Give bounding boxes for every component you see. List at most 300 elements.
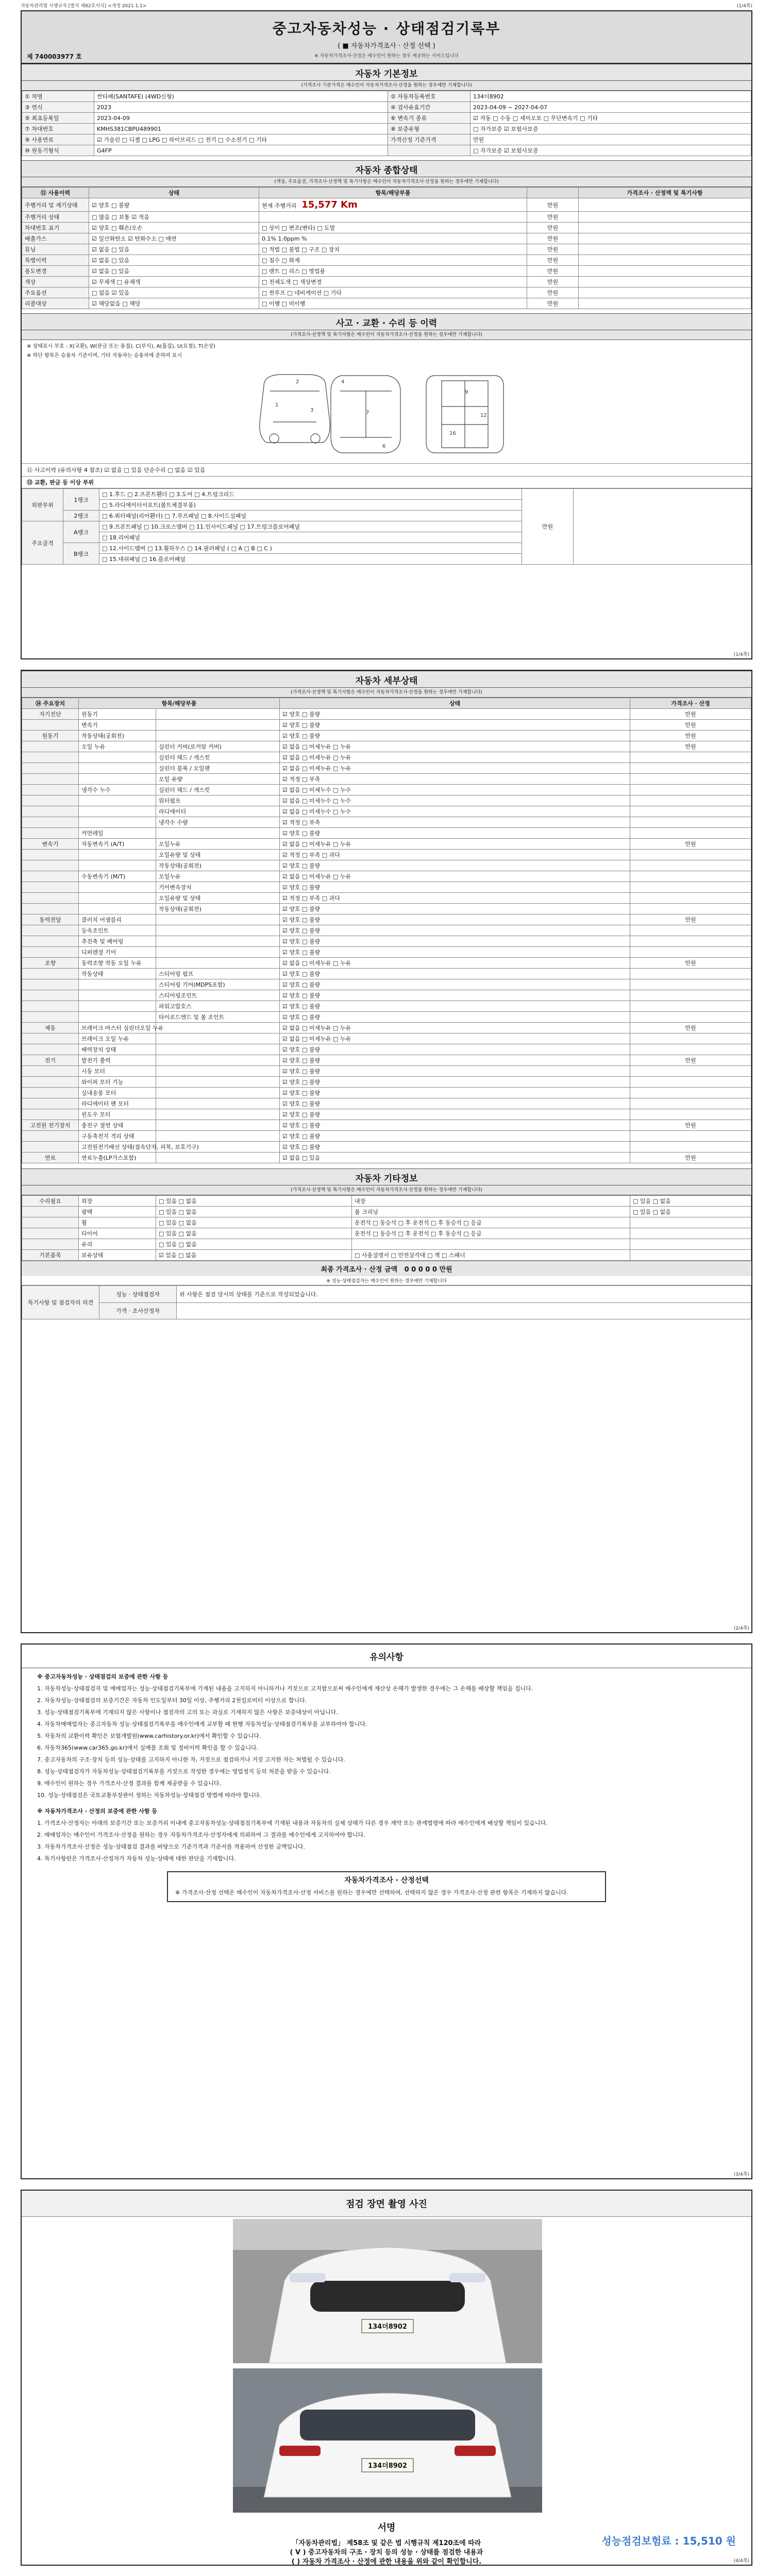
- summary-price: 만원: [527, 233, 579, 244]
- notice-item: 3. 자동차가격조사·산정은 성능·상태점검 결과를 바탕으로 기준가격과 기준서를 적용하여 산정한 금액입니다.: [37, 1843, 305, 1850]
- notice-item: 3. 성능·상태점검기록부에 기재되지 않은 사항이나 점검자의 고의 또는 과실로 기재하지 않은 사항은 보증대상이 아닙니다.: [37, 1709, 338, 1716]
- notice-item: 1. 자동차성능·상태점검자 및 매매업자는 성능·상태점검기록부에 기재된 내용을 고지하지 아니하거나 거짓으로 고지함으로써 매수인에게 재산상 손해가 발생한 경우에는 그 손해를 배상할 책임을 집니다.: [37, 1685, 533, 1692]
- detail-item: 냉각수 누수: [79, 785, 156, 795]
- other-row: [22, 1250, 751, 1261]
- other-cell: □ 있음 □ 없음: [156, 1228, 352, 1239]
- other-cell: □ 있음 □ 없음: [156, 1239, 352, 1250]
- detail-status: ☑ 없음 □ 미세누유 □ 누유: [280, 752, 630, 763]
- detail-status: ☑ 양호 □ 불량: [280, 990, 630, 1001]
- summary-header-parts: 항목/해당부품: [259, 188, 527, 198]
- detail-status: ☑ 양호 □ 불량: [280, 947, 630, 958]
- detail-status: ☑ 양호 □ 불량: [280, 1109, 630, 1120]
- detail-header-price: 가격조사 · 산정: [630, 698, 751, 709]
- summary-row: [22, 287, 751, 298]
- accident-special: [574, 489, 751, 565]
- notice-item: 2. 매매업자는 매수인이 가격조사·산정을 원하는 경우 자동차가격조사·산정자에게 의뢰하여 그 결과를 매수인에게 고지하여야 합니다.: [37, 1832, 365, 1838]
- car-front-photo: [233, 2219, 542, 2363]
- detail-part: [156, 1077, 280, 1088]
- summary-status: □ 없음 ☑ 있음: [89, 287, 259, 298]
- detail-device: 동력전달: [22, 914, 79, 925]
- diagram-part-number: 7: [366, 410, 369, 416]
- special-text: 위 사항은 점검 당시의 상태를 기준으로 작성되었습니다.: [177, 1286, 751, 1303]
- detail-item: 구동축전지 격리 상태: [79, 1131, 156, 1142]
- detail-device: 변속기: [22, 839, 79, 850]
- detail-part: [156, 1044, 280, 1055]
- detail-device: 고전원 전기장치: [22, 1120, 79, 1131]
- detail-part: 스티어링 펌프: [156, 969, 280, 979]
- detail-price: [630, 785, 751, 795]
- detail-status: ☑ 양호 □ 불량: [280, 1055, 630, 1066]
- insurance-fee-label: 성능점검보험료 :: [601, 2535, 683, 2547]
- other-cell: 타이어: [79, 1228, 156, 1239]
- detail-header-device: ⑭ 주요장치: [22, 698, 79, 709]
- summary-detail: □ 상이 □ 변조(변타) □ 도말: [259, 223, 527, 233]
- detail-item: 클러치 어셈블리: [79, 914, 156, 925]
- detail-part: [156, 925, 280, 936]
- basic-label: ⑧ 보증유형: [388, 124, 470, 134]
- signature-title: 서명: [377, 2522, 396, 2533]
- other-cell: □ 사용설명서 □ 안전삼각대 □ 잭 □ 스패너: [352, 1250, 630, 1261]
- accident-note: (가격조사·산정액 및 특기사항은 매수인이 자동차가격조사·산정을 원하는 경우에만 기재합니다): [22, 330, 751, 340]
- basic-value: ☑ 자동 □ 수동 □ 세미오토 □ 무단변속기 □ 기타: [470, 113, 751, 124]
- detail-status: ☑ 없음 □ 미세누유 □ 누유: [280, 958, 630, 969]
- detail-item: 자동변속기 (A/T): [79, 839, 156, 850]
- detail-price: [630, 969, 751, 979]
- inspection-photo-rear: [233, 2368, 542, 2513]
- form-reference: [21, 2, 752, 9]
- detail-row: [22, 1055, 751, 1066]
- detail-part: 실린더 블록 / 오일팬: [156, 763, 280, 774]
- detail-row: [22, 893, 751, 904]
- other-cell: 기본품목: [22, 1250, 79, 1261]
- detail-device: [22, 795, 79, 806]
- detail-item: [79, 893, 156, 904]
- detail-device: [22, 806, 79, 817]
- detail-part: 기어변속장치: [156, 882, 280, 893]
- notice-item: 10. 성능·상태점검은 국토교통부장관이 정하는 자동차성능·상태점검 방법에 따라야 합니다.: [37, 1792, 261, 1799]
- basic-row: [22, 134, 751, 145]
- summary-item: 차대번호 표기: [22, 223, 89, 233]
- detail-device: [22, 1033, 79, 1044]
- basic-label: ④ 검사유효기간: [388, 102, 470, 113]
- summary-header-blank: [527, 188, 579, 198]
- detail-part: [156, 1109, 280, 1120]
- summary-remark: [579, 266, 751, 277]
- detail-row: [22, 774, 751, 785]
- confirmation-line-1: 「자동차관리법」 제58조 및 같은 법 시행규칙 제120조에 따라: [292, 2539, 481, 2547]
- other-cell: □ 있음 □ 없음: [156, 1207, 352, 1217]
- other-table: [22, 1195, 751, 1261]
- detail-device: [22, 871, 79, 882]
- special-text-2: [177, 1302, 751, 1319]
- detail-row: [22, 731, 751, 741]
- detail-price: [630, 860, 751, 871]
- other-cell: [22, 1239, 79, 1250]
- detail-device: [22, 763, 79, 774]
- confirmation-line-3: ( ) 자동차 가격조사 · 산정에 관한 내용을 위와 같이 확인합니다.: [291, 2558, 482, 2566]
- other-cell: □ 있음 □ 없음: [630, 1196, 751, 1207]
- detail-part: 타이로드엔드 및 볼 조인트: [156, 1012, 280, 1023]
- detail-status: ☑ 양호 □ 불량: [280, 1066, 630, 1077]
- detail-part: 파워고압호스: [156, 1001, 280, 1012]
- detail-device: [22, 817, 79, 828]
- notice-item: 1. 가격조사·산정자는 아래의 보증기간 또는 보증거리 이내에 중고자동차성능·상태점검기록부에 기재된 내용과 자동차의 실제 상태가 다른 경우 계약 또는 관계법령에 따라 매수인에게 배상할 책임이 있습니다.: [37, 1820, 548, 1826]
- diagram-part-number: 16: [449, 431, 456, 436]
- basic-label: ⑨ 사용연료: [22, 134, 94, 145]
- summary-detail: □ 전체도색 □ 색상변경: [259, 277, 527, 287]
- detail-part: [156, 1023, 280, 1033]
- rank-b-items-2: □ 15.대쉬패널 □ 16.플로어패널: [99, 554, 522, 565]
- basic-label: 가격산정 기준가격: [388, 134, 470, 145]
- detail-item: [79, 795, 156, 806]
- detail-price: 만원: [630, 1023, 751, 1033]
- basic-value: □ 자가보증 ☑ 보험사보증: [470, 124, 751, 134]
- special-label: 특기사항 및 점검자의 의견: [22, 1286, 99, 1319]
- notice-item: 2. 자동차성능·상태점검의 보증기간은 자동차 인도일부터 30일 이상, 주행거리 2천킬로미터 이상으로 합니다.: [37, 1697, 307, 1704]
- diagram-part-number: 12: [480, 413, 487, 418]
- other-cell: [630, 1217, 751, 1228]
- price-choice-box: [167, 1871, 606, 1902]
- summary-row: [22, 212, 751, 223]
- diagram-part-number: 3: [310, 408, 314, 413]
- detail-item: 윈도우 모터: [79, 1109, 156, 1120]
- basic-label: ③ 연식: [22, 102, 94, 113]
- detail-part: 오일누유: [156, 871, 280, 882]
- summary-detail: □ 렌트 □ 리스 □ 영업용: [259, 266, 527, 277]
- detail-device: [22, 752, 79, 763]
- detail-row: [22, 882, 751, 893]
- detail-part: [156, 1066, 280, 1077]
- other-cell: [22, 1228, 79, 1239]
- detail-row: [22, 1109, 751, 1120]
- rank-a-label: A랭크: [63, 521, 99, 543]
- detail-row: [22, 969, 751, 979]
- special-sub-2: 가격 · 조사산정자: [99, 1302, 177, 1319]
- notice-item: 8. 성능·상태점검자가 자동차성능·상태점검기록부를 거짓으로 작성한 경우에는 영업정지 등의 처분을 받을 수 있습니다.: [37, 1768, 331, 1775]
- summary-price: 만원: [527, 244, 579, 255]
- basic-label: ⑩ 원동기형식: [22, 145, 94, 156]
- detail-price: 만원: [630, 720, 751, 731]
- detail-device: [22, 741, 79, 752]
- detail-price: [630, 806, 751, 817]
- detail-part: 실린더 커버(로커암 커버): [156, 741, 280, 752]
- detail-device: 연료: [22, 1153, 79, 1163]
- detail-row: [22, 860, 751, 871]
- detail-status: ☑ 없음 □ 미세누유 □ 누유: [280, 1033, 630, 1044]
- detail-row: [22, 936, 751, 947]
- detail-status: ☑ 양호 □ 불량: [280, 1142, 630, 1153]
- detail-row: [22, 720, 751, 731]
- summary-row: [22, 255, 751, 266]
- summary-remark: [579, 212, 751, 223]
- page-3: [21, 1643, 752, 2179]
- summary-row: [22, 277, 751, 287]
- summary-status: ☑ 양호 □ 훼손/오손: [89, 223, 259, 233]
- detail-status: ☑ 적정 □ 부족: [280, 817, 630, 828]
- insurance-fee-value: 15,510 원: [682, 2535, 736, 2547]
- detail-status: ☑ 양호 □ 불량: [280, 1012, 630, 1023]
- detail-row: [22, 1142, 751, 1153]
- detail-price: [630, 763, 751, 774]
- detail-row: [22, 752, 751, 763]
- detail-device: [22, 893, 79, 904]
- detail-item: [79, 990, 156, 1001]
- detail-status: ☑ 없음 □ 미세누수 □ 누수: [280, 795, 630, 806]
- detail-status: ☑ 없음 □ 미세누유 □ 누유: [280, 1023, 630, 1033]
- other-row: [22, 1217, 751, 1228]
- rank-a-items: □ 9.프론트패널 □ 10.크로스멤버 □ 11.인사이드패널 □ 17.트렁크플로어패널: [99, 521, 522, 532]
- diagram-part-number: 6: [382, 444, 386, 449]
- detail-price: [630, 1131, 751, 1142]
- photos-title: 점검 장면 촬영 사진: [22, 2191, 751, 2217]
- summary-item: 배출가스: [22, 233, 89, 244]
- detail-device: [22, 828, 79, 839]
- other-cell: □ 있음 □ 없음: [630, 1207, 751, 1217]
- diagram-part-number: 2: [296, 379, 299, 385]
- basic-value: KMHS381CBPU489901: [94, 124, 388, 134]
- page-number-3: (3/4쪽): [733, 2172, 749, 2177]
- detail-part: [156, 709, 280, 720]
- detail-device: [22, 850, 79, 860]
- detail-row: [22, 850, 751, 860]
- detail-row: [22, 979, 751, 990]
- detail-status: ☑ 양호 □ 불량: [280, 1001, 630, 1012]
- detail-price: 만원: [630, 731, 751, 741]
- basic-row: [22, 145, 751, 156]
- detail-device: [22, 860, 79, 871]
- detail-item: [79, 850, 156, 860]
- detail-item: 실내송풍 모터: [79, 1088, 156, 1098]
- detail-part: 냉각수 수량: [156, 817, 280, 828]
- detail-row: [22, 785, 751, 795]
- detail-row: [22, 958, 751, 969]
- detail-header-item: 항목/해당부품: [79, 698, 280, 709]
- detail-status: ☑ 양호 □ 불량: [280, 925, 630, 936]
- detail-device: [22, 1131, 79, 1142]
- other-cell: [22, 1207, 79, 1217]
- detail-item: [79, 1001, 156, 1012]
- basic-label: ⑦ 차대번호: [22, 124, 94, 134]
- detail-item: 브레이크 오일 누유: [79, 1033, 156, 1044]
- plate-text-2: 134더8902: [368, 2462, 407, 2470]
- basic-info-table: [22, 91, 751, 156]
- detail-row: [22, 1044, 751, 1055]
- detail-item: [79, 763, 156, 774]
- detail-part: 스티어링 기어(MDPS포함): [156, 979, 280, 990]
- detail-row: [22, 817, 751, 828]
- summary-remark: [579, 233, 751, 244]
- detail-device: [22, 720, 79, 731]
- detail-status: ☑ 없음 □ 미세누유 □ 누유: [280, 839, 630, 850]
- document-subtitle: ( ■ 자동차가격조사 · 산정 선택 ): [338, 42, 435, 50]
- final-price-amount: 0 0 0 0 0 만원: [404, 1266, 452, 1274]
- detail-price: [630, 925, 751, 936]
- notice-item: 4. 특기사항란은 가격조사·산정자가 자동차 성능·상태에 대한 판단을 기재합니다.: [37, 1855, 236, 1862]
- detail-part: 오일 유량: [156, 774, 280, 785]
- other-cell: 휠: [79, 1217, 156, 1228]
- other-cell: [352, 1239, 630, 1250]
- summary-price: 만원: [527, 198, 579, 212]
- detail-device: 원동기: [22, 731, 79, 741]
- basic-label: [388, 145, 470, 156]
- notice-item: 6. 자동차365(www.car365.go.kr)에서 실매물 조회 및 정비이력 확인을 할 수 있습니다.: [37, 1744, 259, 1751]
- detail-device: 전기: [22, 1055, 79, 1066]
- detail-price: [630, 904, 751, 914]
- detail-item: 등속조인트: [79, 925, 156, 936]
- summary-item: 주요옵션: [22, 287, 89, 298]
- detail-status: ☑ 양호 □ 불량: [280, 720, 630, 731]
- detail-item: 디퍼렌셜 기어: [79, 947, 156, 958]
- detail-status: ☑ 없음 □ 미세누수 □ 누수: [280, 806, 630, 817]
- basic-label: ② 자동차등록번호: [388, 91, 470, 102]
- summary-detail: □ 침수 □ 화재: [259, 255, 527, 266]
- summary-detail: [259, 212, 527, 223]
- detail-status: ☑ 양호 □ 불량: [280, 1044, 630, 1055]
- detail-row: [22, 1033, 751, 1044]
- notice-item: 7. 중고자동차의 구조·장치 등의 성능·상태를 고지하지 아니한 자, 거짓으로 점검하거나 거짓 고지한 자는 처벌될 수 있습니다.: [37, 1756, 345, 1763]
- detail-row: [22, 1131, 751, 1142]
- accident-parts-table: [22, 488, 751, 565]
- detail-price: [630, 1012, 751, 1023]
- detail-price: 만원: [630, 1153, 751, 1163]
- rank-1-items-2: □ 5.라디에이터서포트(볼트체결부품): [99, 500, 522, 511]
- rank-2-label: 2랭크: [63, 511, 99, 521]
- detail-price: [630, 979, 751, 990]
- detail-device: [22, 925, 79, 936]
- detail-status: ☑ 양호 □ 불량: [280, 860, 630, 871]
- other-cell: [630, 1250, 751, 1261]
- detail-part: [156, 1098, 280, 1109]
- detail-part: [156, 914, 280, 925]
- other-title: 자동차 기타정보: [22, 1168, 751, 1185]
- detail-part: 라디에이터: [156, 806, 280, 817]
- detail-item: 수동변속기 (M/T): [79, 871, 156, 882]
- detail-item: [79, 817, 156, 828]
- other-cell: 내장: [352, 1196, 630, 1207]
- summary-detail: 0.1% 1.0ppm %: [259, 233, 527, 244]
- summary-header-price: 가격조사 · 산정액 및 특기사항: [579, 188, 751, 198]
- document-note: ※ 자동차가격조사·산정은 매수인이 원하는 경우 제공하는 서비스입니다: [314, 54, 459, 59]
- detail-item: 연료누출(LP가스포함): [79, 1153, 156, 1163]
- special-table: [22, 1285, 751, 1319]
- detail-device: 자기진단: [22, 709, 79, 720]
- basic-info-title: 자동차 기본정보: [22, 64, 751, 81]
- detail-status: ☑ 양호 □ 불량: [280, 969, 630, 979]
- other-cell: ☑ 있음 □ 없음: [156, 1250, 352, 1261]
- detail-device: [22, 1044, 79, 1055]
- detail-item: 발전기 출력: [79, 1055, 156, 1066]
- detail-device: [22, 1066, 79, 1077]
- notice-item: 5. 자동차의 교환이력 확인은 보험개발원(www.carhistory.or.kr)에서 확인할 수 있습니다.: [37, 1733, 261, 1739]
- mileage-value: 15,577 Km: [301, 199, 358, 210]
- page-2: [21, 670, 752, 1633]
- accident-status-line: ⑫ 사고이력 (유의사항 4 참조) ☑ 없음 □ 있음 단순수리 □ 없음 ☑ 있음: [22, 464, 751, 477]
- frame-label: 주요골격: [22, 521, 63, 565]
- detail-row: [22, 839, 751, 850]
- summary-item: 용도변경: [22, 266, 89, 277]
- summary-price: 만원: [527, 277, 579, 287]
- basic-row: [22, 91, 751, 102]
- notices-sub-2: ※ 자동차가격조사 · 산정의 보증에 관한 사항 등: [37, 1808, 157, 1815]
- basic-value: 만원: [470, 134, 751, 145]
- summary-item: 색상: [22, 277, 89, 287]
- detail-device: [22, 1077, 79, 1088]
- outer-label: 외판부위: [22, 489, 63, 521]
- detail-price: 만원: [630, 1055, 751, 1066]
- detail-status: ☑ 양호 □ 불량: [280, 1098, 630, 1109]
- detail-item: [79, 979, 156, 990]
- basic-value: □ 자가보증 ☑ 보험사보증: [470, 145, 751, 156]
- final-price-notice: ※ 성능·상태점검자는 매수인이 원하는 경우에만 기재합니다: [22, 1276, 751, 1285]
- confirmation-line-2: ( V ) 중고자동차의 구조 · 장치 등의 성능 · 상태를 점검한 내용과: [290, 2549, 483, 2556]
- diagram-part-number: 9: [465, 389, 468, 395]
- detail-device: [22, 774, 79, 785]
- special-sub-1: 성능 · 상태점검자: [99, 1286, 177, 1303]
- detail-price: [630, 1066, 751, 1077]
- detail-part: [156, 958, 280, 969]
- page-4: [21, 2190, 752, 2566]
- notices-title: 유의사항: [22, 1645, 751, 1668]
- detail-item: 작동상태: [79, 969, 156, 979]
- accident-price: 만원: [522, 489, 574, 565]
- detail-device: [22, 947, 79, 958]
- detail-part: [156, 1033, 280, 1044]
- car-diagram: [22, 360, 751, 464]
- detail-price: 만원: [630, 1120, 751, 1131]
- page-number-2: (2/4쪽): [733, 1626, 749, 1631]
- detail-status: ☑ 양호 □ 불량: [280, 914, 630, 925]
- summary-price: 만원: [527, 287, 579, 298]
- other-cell: □ 있음 □ 없음: [156, 1196, 352, 1207]
- basic-row: [22, 113, 751, 124]
- detail-item: 작동상태(공회전): [79, 731, 156, 741]
- basic-value: 134더8902: [470, 91, 751, 102]
- rank-b-label: B랭크: [63, 543, 99, 565]
- detail-status: ☑ 양호 □ 불량: [280, 1120, 630, 1131]
- basic-label: ⑤ 최초등록일: [22, 113, 94, 124]
- summary-remark: [579, 287, 751, 298]
- detail-price: [630, 893, 751, 904]
- detail-row: [22, 925, 751, 936]
- detail-price: [630, 1044, 751, 1055]
- diagram-part-number: 4: [341, 379, 345, 385]
- other-cell: 광택: [79, 1207, 156, 1217]
- detail-item: 오일 누유: [79, 741, 156, 752]
- summary-price: 만원: [527, 212, 579, 223]
- detail-device: [22, 979, 79, 990]
- accident-parts-title: ⑬ 교환, 판금 등 이상 부위: [22, 477, 751, 488]
- detail-price: [630, 1088, 751, 1098]
- detail-table: [22, 698, 751, 1163]
- detail-price: [630, 947, 751, 958]
- detail-part: [156, 1153, 280, 1163]
- detail-price: [630, 871, 751, 882]
- basic-value: ☑ 가솔린 □ 디젤 □ LPG □ 하이브리드 □ 전기 □ 수소전기 □ 기타: [94, 134, 388, 145]
- summary-detail: □ 적법 □ 불법 □ 구조 □ 장치: [259, 244, 527, 255]
- summary-title: 자동차 종합상태: [22, 160, 751, 177]
- summary-remark: [579, 198, 751, 212]
- detail-price: 만원: [630, 958, 751, 969]
- page-number-4: (4/4쪽): [733, 2558, 749, 2564]
- summary-detail: □ 이행 □ 미이행: [259, 298, 527, 309]
- summary-detail: □ 썬루프 □ 네비게이션 □ 기타: [259, 287, 527, 298]
- detail-row: [22, 709, 751, 720]
- detail-row: [22, 990, 751, 1001]
- basic-info-note: (가격조사 기준가격은 매수인이 자동차가격조사·산정을 원하는 경우에만 기재합니다): [22, 81, 751, 91]
- detail-status: ☑ 적정 □ 부족 □ 과다: [280, 893, 630, 904]
- detail-price: [630, 1142, 751, 1153]
- detail-status: ☑ 양호 □ 불량: [280, 979, 630, 990]
